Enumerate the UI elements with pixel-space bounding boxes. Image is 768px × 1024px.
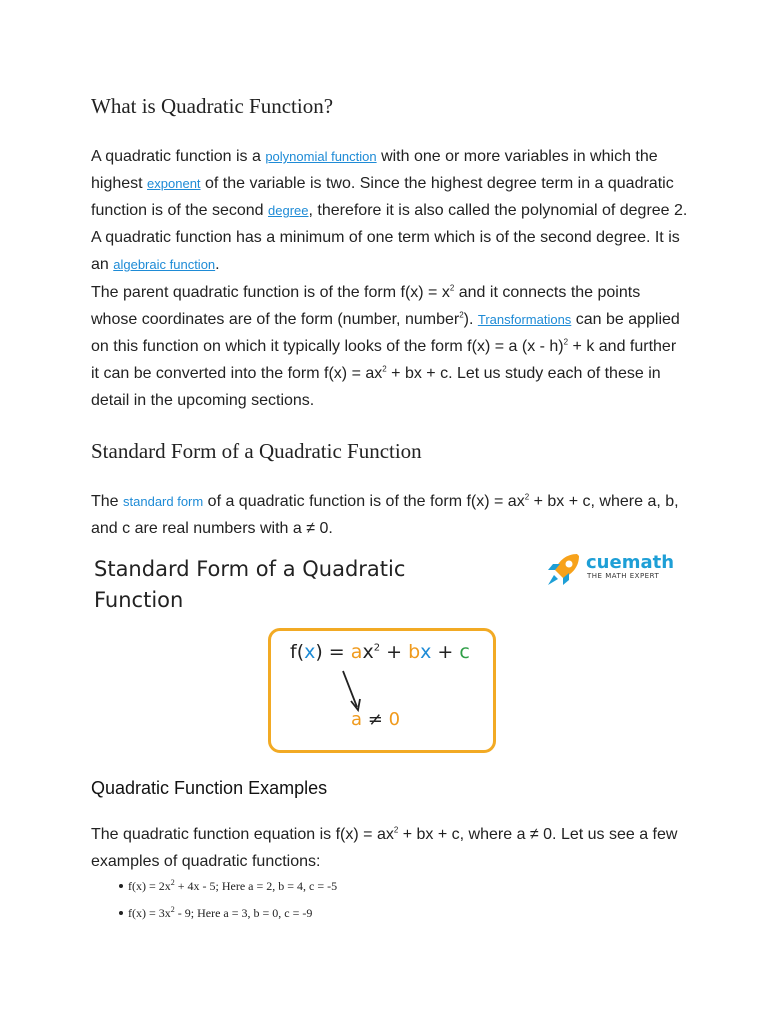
formula-box	[268, 628, 496, 753]
text: f(x) = 2x	[128, 879, 171, 893]
standard-form-figure	[91, 548, 691, 768]
text: f(x) = 3x	[128, 906, 171, 920]
superscript: 2	[449, 283, 455, 293]
list-item	[128, 878, 337, 905]
text: The	[91, 493, 124, 510]
formula-coef-c: c	[459, 641, 470, 663]
paragraph-parent-function	[91, 279, 686, 414]
text: with one or more variables in which the highest	[91, 148, 658, 192]
formula-var-x: x	[420, 641, 432, 663]
list-item	[128, 905, 337, 932]
link-algebraic-function[interactable]: algebraic function	[113, 257, 216, 272]
rocket-icon	[543, 550, 583, 590]
text: + 4x - 5; Here a = 2, b = 4, c = -5	[174, 879, 338, 893]
link-exponent[interactable]: exponent	[147, 176, 201, 191]
heading-examples: Quadratic Function Examples	[91, 778, 328, 798]
standard-form-formula	[290, 641, 470, 663]
text: + k and further it can be converted into the form f(x) = ax	[91, 338, 677, 382]
text: + bx + c, where a, b, and c are real numbers with a ≠ 0.	[91, 493, 679, 537]
text: and it connects the points whose coordinates are of the form (number, number	[91, 284, 641, 328]
condition-zero: 0	[388, 709, 401, 730]
text: The quadratic function equation is f(x) = ax	[91, 826, 394, 843]
bullet-icon	[119, 911, 123, 915]
text: + bx + c, where a ≠ 0. Let us see a few examples of quadratic functions:	[91, 826, 678, 870]
formula-part: x	[362, 641, 374, 663]
link-degree[interactable]: degree	[268, 203, 309, 218]
text: .	[215, 256, 220, 273]
heading-standard-form: Standard Form of a Quadratic Function	[91, 439, 422, 463]
formula-part: f(	[290, 641, 305, 663]
superscript: 2	[563, 337, 569, 347]
text: , therefore it is also called the polynomial of degree 2. A quadratic function has a minimum of one term which is of the second degree. It is an	[91, 202, 688, 273]
link-polynomial-function[interactable]: polynomial function	[265, 149, 377, 164]
condition-a: a	[351, 709, 363, 730]
formula-part: +	[380, 641, 409, 663]
formula-coef-b: b	[408, 641, 421, 663]
figure-title: Standard Form of a Quadratic Function	[94, 557, 406, 612]
text: can be applied on this function on which it typically looks of the form f(x) = a (x - h)	[91, 311, 680, 355]
logo-wordmark: cuemath	[586, 552, 675, 573]
paragraph-definition	[91, 143, 691, 278]
logo-tagline: THE MATH EXPERT	[587, 572, 660, 580]
formula-var-x: x	[304, 641, 316, 663]
heading-what-is-quadratic-function: What is Quadratic Function?	[91, 94, 334, 118]
formula-exponent: 2	[373, 642, 381, 654]
text: The parent quadratic function is of the form f(x) = x	[91, 284, 450, 301]
superscript: 2	[393, 825, 399, 835]
text: + bx + c. Let us study each of these in detail in the upcoming sections.	[91, 365, 661, 409]
formula-part: +	[431, 641, 460, 663]
superscript: 2	[382, 364, 387, 374]
condition-neq: ≠	[362, 709, 389, 730]
bullet-icon	[119, 884, 123, 888]
link-standard-form[interactable]: standard form	[123, 494, 204, 509]
text: of a quadratic function is of the form f(x) = ax	[203, 493, 525, 510]
condition-a-not-zero	[351, 709, 400, 730]
text: of the variable is two. Since the highest degree term in a quadratic function is of the second	[91, 175, 674, 219]
link-transformations[interactable]: Transformations	[477, 312, 572, 327]
text: ).	[463, 311, 478, 328]
superscript: 2	[170, 878, 175, 887]
text: A quadratic function is a	[91, 148, 266, 165]
formula-coef-a: a	[350, 641, 363, 663]
superscript: 2	[459, 310, 464, 320]
paragraph-examples-intro	[91, 821, 691, 875]
paragraph-standard-form	[91, 488, 691, 542]
superscript: 2	[524, 492, 530, 502]
cuemath-logo	[543, 548, 683, 593]
examples-list	[128, 878, 337, 932]
text: - 9; Here a = 3, b = 0, c = -9	[174, 906, 313, 920]
arrow-icon	[331, 669, 391, 714]
formula-part: ) =	[315, 641, 351, 663]
superscript: 2	[170, 905, 175, 914]
